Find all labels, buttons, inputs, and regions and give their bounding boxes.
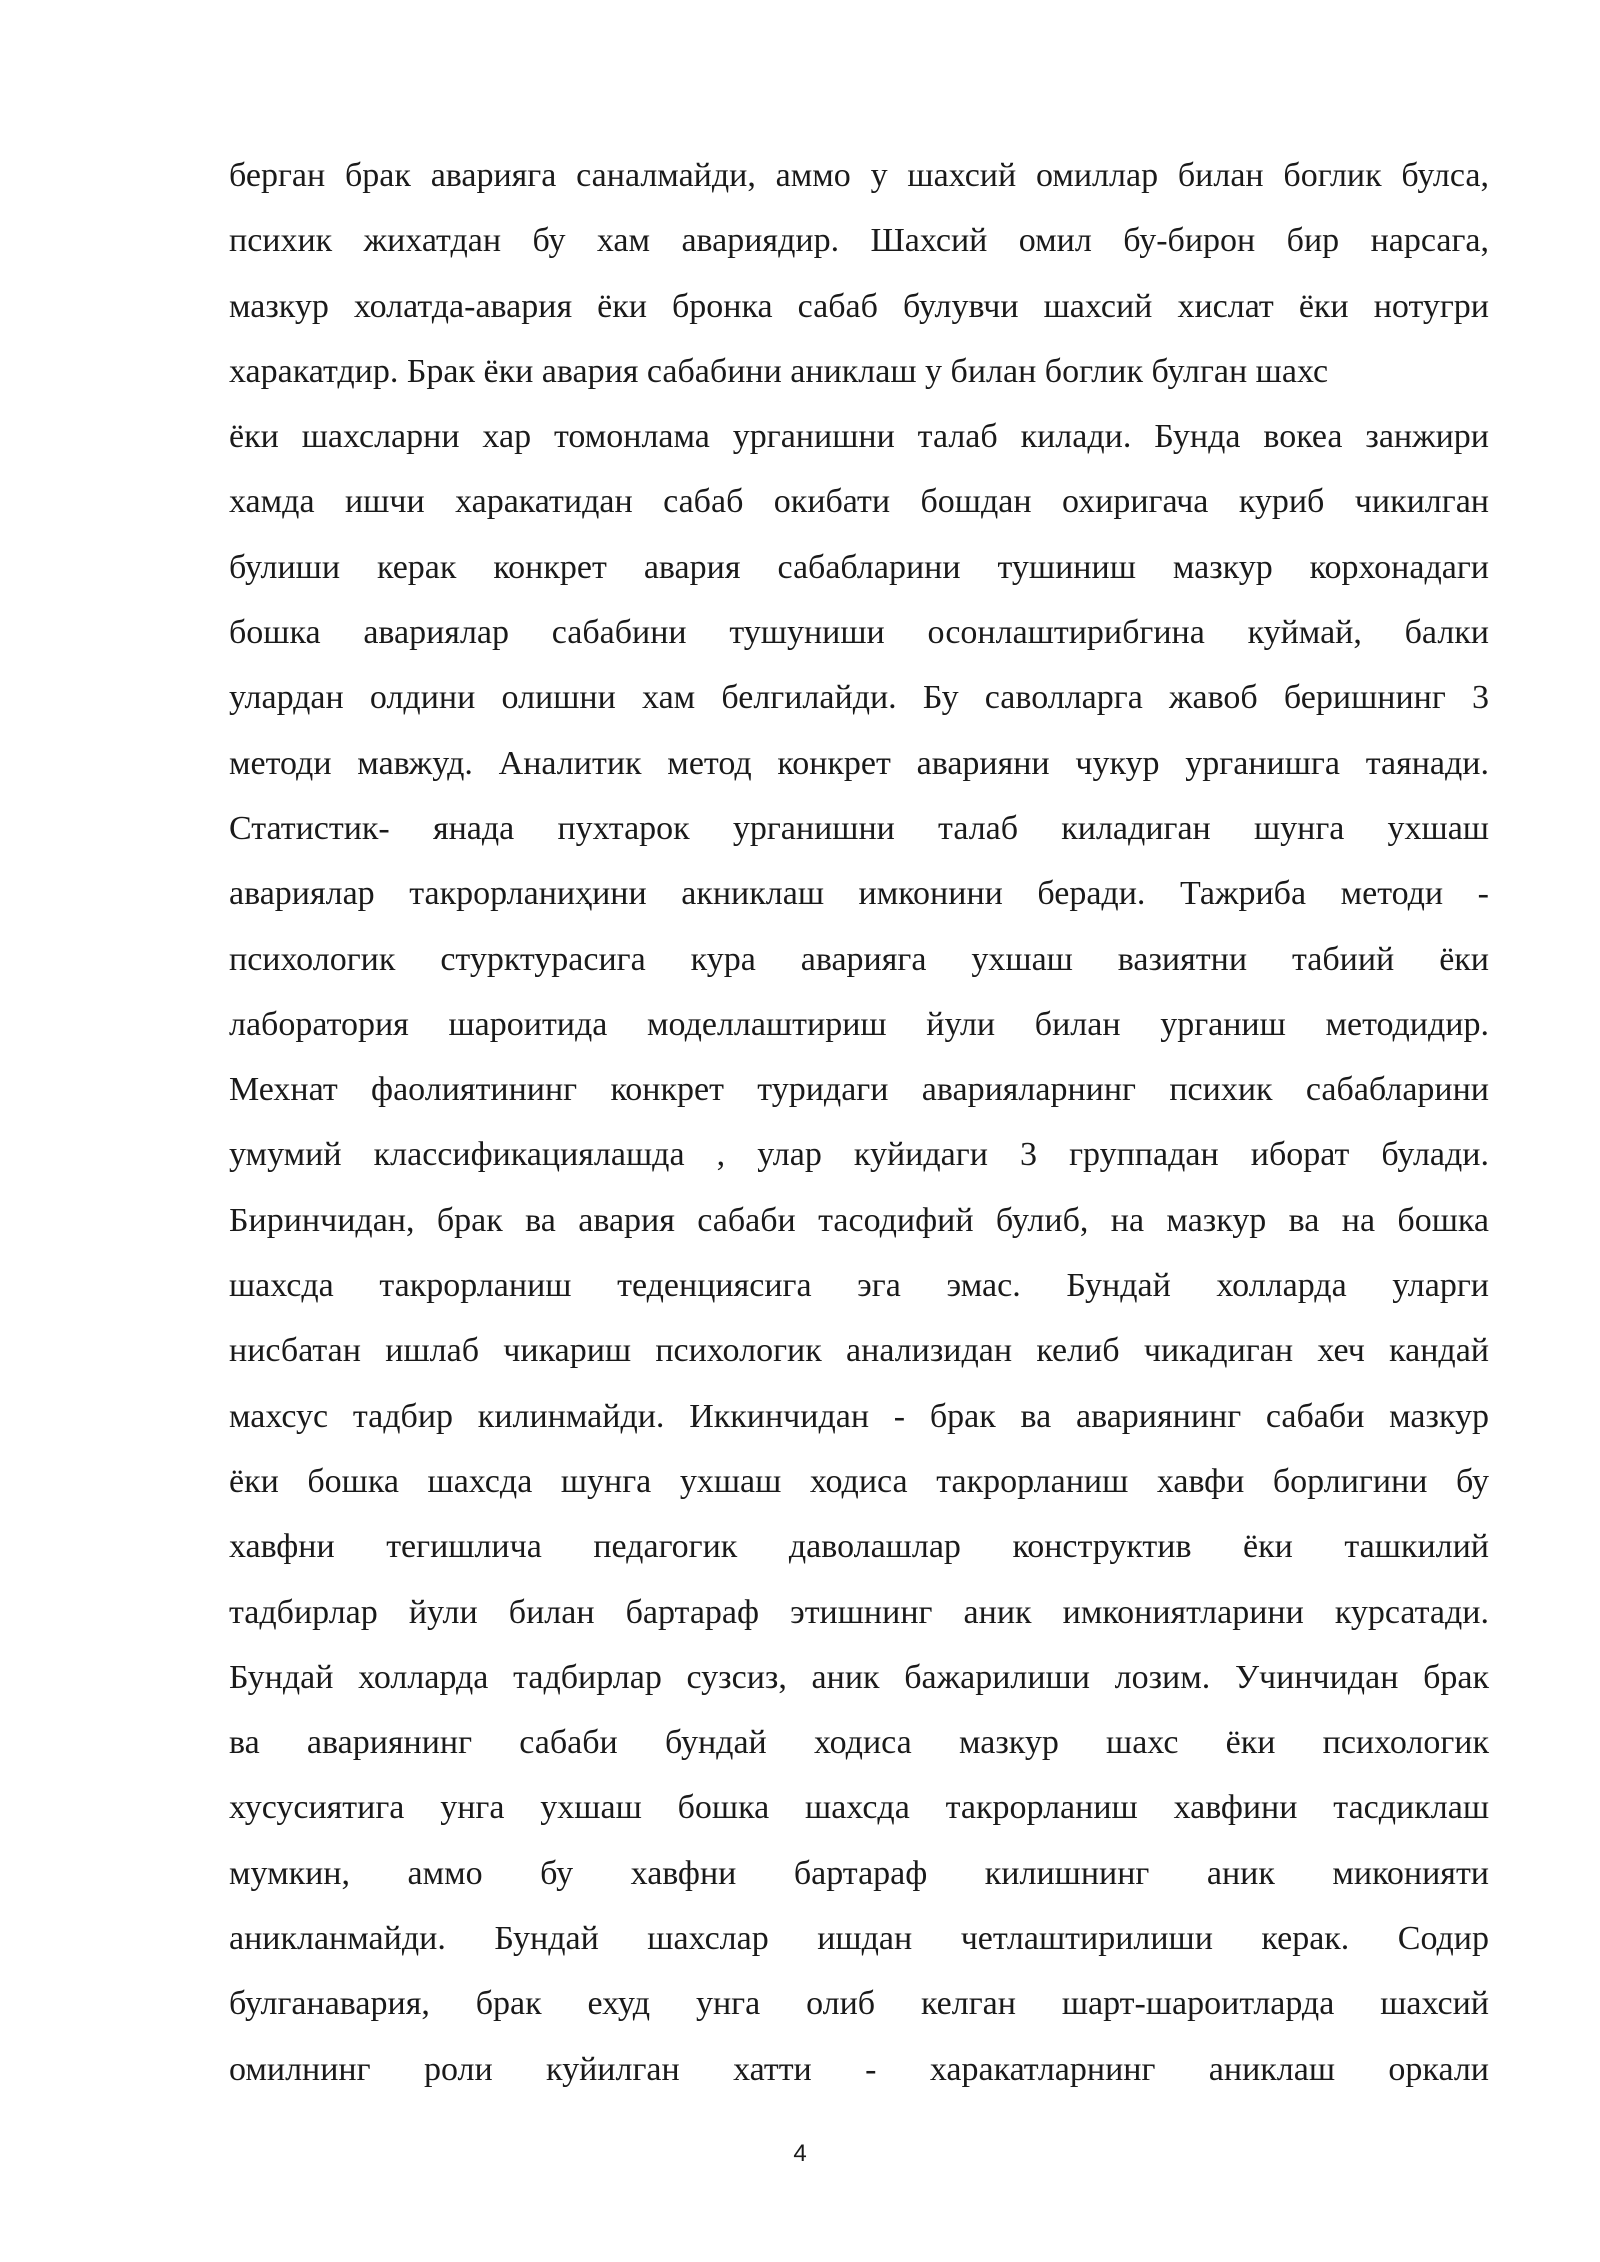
text-line: шахсда такрорланиш теденциясига эга эмас. Бундай холларда уларги bbox=[229, 1267, 1489, 1305]
text-line: махсус тадбир килинмайди. Иккинчидан - брак ва авариянинг сабаби мазкур bbox=[229, 1397, 1489, 1435]
text-line: омилнинг роли куйилган хатти - харакатларнинг аниклаш оркали bbox=[229, 2050, 1489, 2088]
text-line: улардан олдини олишни хам белгилайди. Бу саволларга жавоб беришнинг 3 bbox=[229, 679, 1489, 717]
text-line: психик жихатдан бу хам авариядир. Шахсий омил бу-бирон бир нарсага, bbox=[229, 222, 1489, 260]
text-line: берган брак аварияга саналмайди, аммо у шахсий омиллар билан боглик булса, bbox=[229, 157, 1489, 194]
body-text bbox=[229, 148, 1489, 2107]
text-line: ва авариянинг сабаби бундай ходиса мазкур шахс ёки психологик bbox=[229, 1724, 1489, 1762]
page-number: 4 bbox=[793, 2140, 807, 2167]
text-line: Статистик- янада пухтарок урганишни талаб киладиган шунга ухшаш bbox=[229, 809, 1489, 847]
text-line: булиши керак конкрет авария сабабларини тушиниш мазкур корхонадаги bbox=[229, 548, 1489, 586]
text-line: ёки бошка шахсда шунга ухшаш ходиса такрорланиш хавфи борлигини бу bbox=[229, 1462, 1489, 1500]
text-line: ёки шахсларни хар томонлама урганишни талаб килади. Бунда вокеа занжири bbox=[229, 418, 1489, 456]
text-line: Биринчидан, брак ва авария сабаби тасодифий булиб, на мазкур ва на бошка bbox=[229, 1201, 1489, 1239]
text-line: мумкин, аммо бу хавфни бартараф килишнинг аник миконияти bbox=[229, 1854, 1489, 1892]
text-line: нисбатан ишлаб чикариш психологик анализидан келиб чикадиган хеч кандай bbox=[229, 1332, 1489, 1370]
text-line: авариялар такрорланиҳини акниклаш имконини беради. Тажриба методи - bbox=[229, 875, 1489, 913]
text-line: методи мавжуд. Аналитик метод конкрет аварияни чукур урганишга таянади. bbox=[229, 744, 1489, 782]
text-line: мазкур холатда-авария ёки бронка сабаб булувчи шахсий хислат ёки нотугри bbox=[229, 287, 1489, 325]
text-line: хавфни тегишлича педагогик даволашлар конструктив ёки ташкилий bbox=[229, 1528, 1489, 1566]
text-line: психологик стурктурасига кура аварияга ухшаш вазиятни табиий ёки bbox=[229, 940, 1489, 978]
text-line: тадбирлар йули билан бартараф этишнинг аник имкониятларини курсатади. bbox=[229, 1593, 1489, 1631]
text-line: Бундай холларда тадбирлар сузсиз, аник бажарилиши лозим. Учинчидан брак bbox=[229, 1658, 1489, 1696]
text-line: хамда ишчи харакатидан сабаб окибати бошдан охиригача куриб чикилган bbox=[229, 483, 1489, 521]
text-line: умумий классификациялашда , улар куйидаги 3 группадан иборат булади. bbox=[229, 1136, 1489, 1174]
text-line: лаборатория шароитида моделлаштириш йули билан урганиш методидир. bbox=[229, 1005, 1489, 1043]
text-line: харакатдир. Брак ёки авария сабабини аниклаш у билан боглик булган шахс bbox=[229, 352, 1329, 390]
text-line: булганавария, брак ехуд унга олиб келган шарт-шароитларда шахсий bbox=[229, 1985, 1489, 2023]
text-line: бошка авариялар сабабини тушуниши осонлаштирибгина куймай, балки bbox=[229, 614, 1489, 652]
text-line: аникланмайди. Бундай шахслар ишдан четлаштирилиши керак. Содир bbox=[229, 1920, 1489, 1958]
text-line: Мехнат фаолиятининг конкрет туридаги аварияларнинг психик сабабларини bbox=[229, 1071, 1489, 1109]
text-line: хусусиятига унга ухшаш бошка шахсда такрорланиш хавфини тасдиклаш bbox=[229, 1789, 1489, 1827]
